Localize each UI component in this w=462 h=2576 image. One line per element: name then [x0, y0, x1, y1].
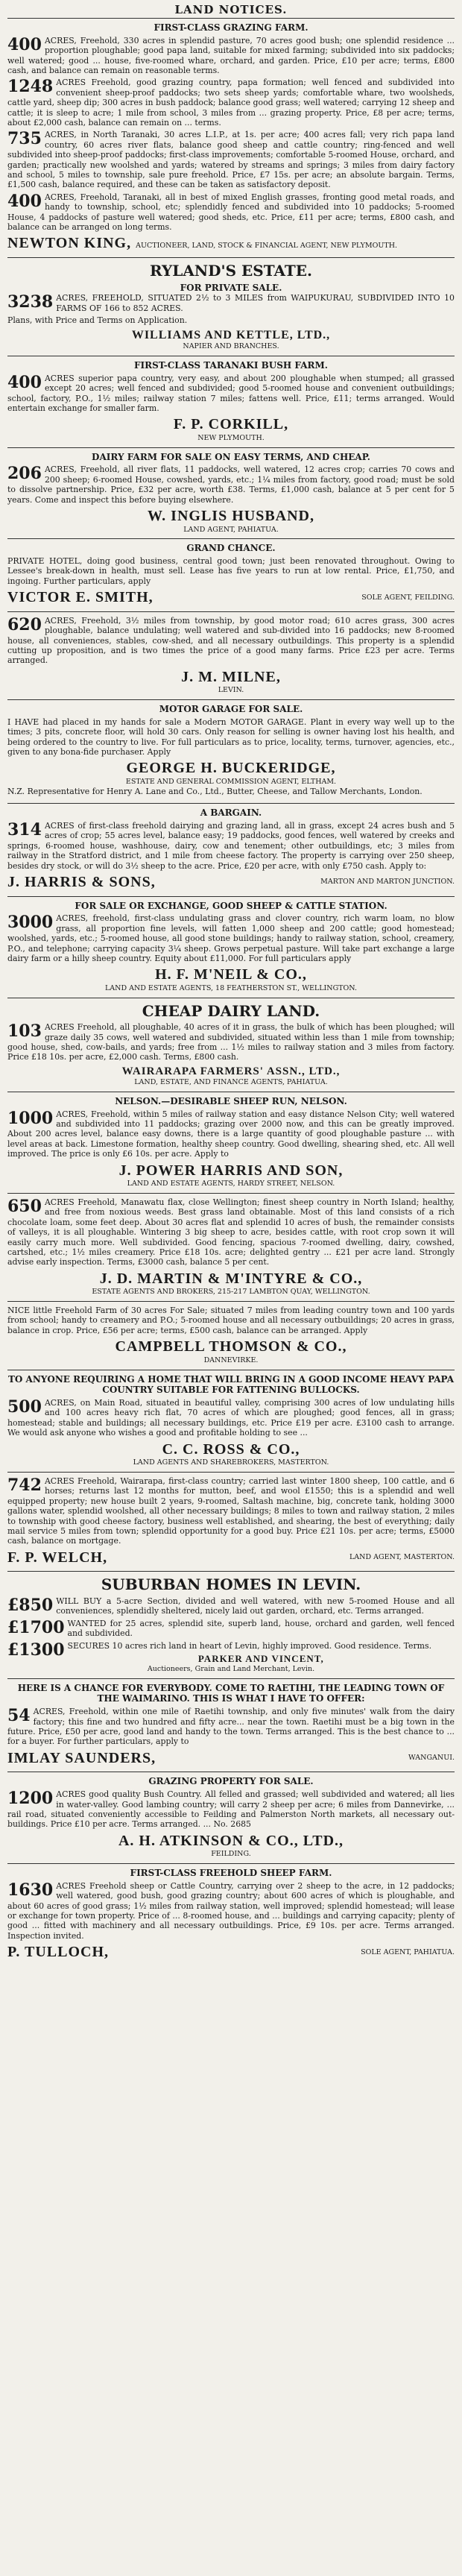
acreage: 400 — [7, 34, 42, 54]
acreage: 735 — [7, 129, 42, 149]
ad-imlay-saunders — [7, 1678, 455, 1772]
listing — [7, 616, 455, 666]
advertiser-name: P. TULLOCH, — [7, 1944, 110, 1961]
ad-heading: GRAZING PROPERTY FOR SALE. — [148, 1776, 314, 1787]
listing — [7, 1476, 455, 1546]
advertiser — [7, 1065, 455, 1087]
listing-text: ACRES superior papa country, very easy, and about 200 ploughable when stumped; all grassed except 20 acres; well fenced and subdivided; good 5-roomed house and convenient outbuildings; school, factory, P.O., 1½ miles; railway station 7 miles; fattens well. Price, £11; terms arranged. Would entertain exchange for smaller farm. — [7, 373, 455, 413]
advertiser — [7, 1440, 455, 1467]
listing — [7, 1398, 455, 1438]
listing — [7, 1109, 455, 1159]
listing-text: ACRES, Freehold, Taranaki, all in best of mixed English grasses, fronting good metal roads, and handy to township, school, etc; splendidly fenced and subdivided into 10 paddocks; 5-roomed House, 4 paddocks of pasture well watered; good sheds, etc. Price, £11 per acre; terms, £800 cash, and balance can be arranged on long terms. — [7, 192, 455, 233]
ad-cheap-dairy-land — [7, 998, 455, 1092]
listing — [7, 1596, 455, 1616]
ad-martin-mintyre — [7, 1193, 455, 1301]
page-heading: LAND NOTICES. — [174, 3, 288, 16]
advertiser-location: NEW PLYMOUTH. — [197, 433, 265, 442]
advertiser-role: ESTATE AND GENERAL COMMISSION AGENT, ELTHAM. — [125, 778, 337, 787]
listing-text: ACRES, FREEHOLD, SITUATED 2½ to 3 MILES from WAIPUKURAU, SUBDIVIDED INTO 10 FARMS OF 166 to 852 ACRES. — [56, 293, 455, 313]
price: £1700 — [7, 1617, 65, 1637]
advertiser-location: DANNEVIRKE. — [203, 1355, 259, 1364]
price: £850 — [7, 1595, 54, 1615]
advertiser — [7, 1270, 455, 1297]
listing — [7, 1619, 455, 1639]
advertiser-name: J. M. MILNE, — [181, 668, 281, 685]
listing-text: ACRES Freehold, good grazing country, papa formation; well fenced and subdivided into convenient sheep-proof paddocks; two sets sheep yards; comfortable whare, two woolsheds, cattle yard, sheep dip; 300 acres in bush paddock; balance good grass; well watered; carrying 12 sheep and cattle; it is sleep to acre; 1 mile from school, 3 miles from ... grazing property. Price, £8 per acre; terms, about £2,000 cash, balance can remain on ... terms. — [7, 78, 455, 127]
advertiser-role: LAND AND ESTATE AGENTS, 18 FEATHERSTON ST., WELLINGTON. — [104, 983, 358, 992]
advertiser-role: AUCTIONEER, LAND, STOCK & FINANCIAL AGENT, NEW PLYMOUTH. — [136, 241, 398, 250]
advertiser — [7, 1749, 455, 1768]
acreage: 1000 — [7, 1108, 54, 1128]
listing — [7, 465, 455, 505]
listing — [7, 192, 455, 233]
ad-body: NICE little Freehold Farm of 30 acres For Sale; situated 7 miles from leading country town and 100 yards from school; handy to creamery and P.O.; 5-roomed house and all necessary outbuildings; 20 acres in grass, balance in crop. Price, £56 per acre; terms, £500 cash, balance can be arranged. Apply — [7, 1306, 455, 1335]
advertiser-location: LEVIN. — [218, 686, 244, 695]
ad-heading: A BARGAIN. — [200, 807, 262, 819]
listing — [7, 913, 455, 963]
acreage: 103 — [7, 1021, 42, 1042]
advertiser-name: H. F. M'NEIL & CO., — [155, 966, 307, 983]
acreage: 620 — [7, 614, 42, 634]
listing — [7, 1197, 455, 1267]
advertiser — [7, 507, 455, 534]
advertiser — [7, 1943, 455, 1962]
land-notices-page — [7, 0, 455, 1966]
acreage: 3000 — [7, 913, 54, 933]
ad-body: PRIVATE HOTEL, doing good business, central good town; just been renovated throughout. Owing to Lessee's break-down in health, must sell. Lease has five years to run at low rental. Price, £1,750, and ingoing. Further particulars, apply — [7, 556, 455, 586]
listing-text: SECURES 10 acres rich land in heart of Levin, highly improved. Good residence. Terms. — [67, 1640, 432, 1651]
ad-heading: FOR SALE OR EXCHANGE, GOOD SHEEP & CATTLE STATION. — [75, 900, 387, 911]
ad-rylands-estate — [7, 257, 455, 356]
advertiser — [7, 1653, 455, 1674]
ad-heading: CHEAP DAIRY LAND. — [142, 1001, 320, 1020]
ad-subheading: FOR PRIVATE SALE. — [180, 282, 282, 293]
ad-heading: FIRST-CLASS GRAZING FARM. — [154, 22, 308, 33]
advertiser-name: J. D. MARTIN & M'INTYRE & CO., — [99, 1270, 363, 1287]
advertiser — [7, 234, 455, 253]
ad-campbell-thomson — [7, 1301, 455, 1369]
acreage: 400 — [7, 372, 42, 392]
advertiser — [7, 1338, 455, 1364]
ad-heading: FIRST-CLASS TARANAKI BUSH FARM. — [134, 359, 328, 371]
ad-heading: FIRST-CLASS FREEHOLD SHEEP FARM. — [130, 1868, 332, 1879]
listing — [7, 293, 455, 313]
listing — [7, 1022, 455, 1062]
ad-power-harris — [7, 1092, 455, 1193]
advertiser-name: A. H. ATKINSON & CO., LTD., — [118, 1832, 344, 1849]
advertiser-location: FEILDING. — [211, 1850, 251, 1859]
ad-body: I HAVE had placed in my hands for sale a Modern MOTOR GARAGE. Plant in every way well up to the times; 3 pits, concrete floor, will hold 30 cars. Only reason for selling is owner having lost his health, and being ordered to the country to live. For full particulars as to price, locality, terms, turnover, agencies, etc., given to any bona-fide purchaser. Apply — [7, 717, 455, 758]
advertiser — [7, 415, 455, 442]
listing-text: ACRES, in North Taranaki, 30 acres L.I.P., at 1s. per acre; 400 acres fall; very rich papa land country, 60 acres river flats, balance good sheep and cattle country; ring-fenced and well subdivided into sheep-proof paddocks; first-class improvements; comfortable 5-roomed House, orchard, and garden; practically new woolshed and yards; watered by streams and springs; 3 miles from dairy factory and school, 5 miles to township, sale pure freehold. Price, £7 15s. per acre; an absolute bargain. Terms, £1,500 cash, balance required, and these can be taken as satisfactory deposit. — [7, 130, 455, 190]
acreage: 206 — [7, 464, 42, 484]
ad-heading: HERE IS A CHANCE FOR EVERYBODY. COME TO RAETIHI, THE LEADING TOWN OF THE WAIMARINO. THIS IS WHAT I HAVE TO OFFER: — [17, 1682, 445, 1704]
ad-note: Plans, with Price and Terms on Application. — [7, 315, 188, 326]
acreage: 314 — [7, 819, 42, 840]
ad-suburban-homes — [7, 1571, 455, 1678]
advertiser-name: NEWTON KING, — [7, 235, 132, 252]
advertiser-name: J. POWER HARRIS AND SON, — [118, 1162, 344, 1179]
advertiser-role: Auctioneers, Grain and Land Merchant, Levin. — [147, 1664, 315, 1673]
acreage: 500 — [7, 1397, 42, 1417]
acreage: 54 — [7, 1706, 31, 1726]
advertiser-name: J. HARRIS & SONS, — [7, 873, 156, 890]
acreage: 1200 — [7, 1789, 54, 1809]
listing — [7, 130, 455, 189]
acreage: 400 — [7, 191, 42, 211]
advertiser-name: CAMPBELL THOMSON & CO., — [115, 1338, 347, 1355]
advertiser-name: C. C. ROSS & CO., — [162, 1440, 300, 1458]
advertiser-location: NAPIER AND BRANCHES. — [183, 342, 279, 351]
advertiser-role: SOLE AGENT, PAHIATUA. — [361, 1947, 455, 1956]
advertiser-role: LAND, ESTATE, AND FINANCE AGENTS, PAHIATUA. — [134, 1078, 328, 1087]
listing-text: ACRES of first-class freehold dairying and grazing land, all in grass, except 24 acres bush and 5 acres of crop; 55 acres level, balance easy; 19 paddocks, good fences, well watered by creeks and springs, 6-roomed house, washhouse, dairy, cow and tenement; other outbuildings, etc; 3 miles from railway in the Stratford district, and 1 mile from cheese factory. The property is carrying over 250 sheep, besides dry stock, or will do 3½ sheep to the acre. Price, £20 per acre, with only £750 cash. Apply to: — [7, 820, 455, 871]
advertiser-location: WANGANUI. — [408, 1754, 455, 1763]
advertiser-role: ESTATE AGENTS AND BROKERS, 215-217 LAMBTON QUAY, WELLINGTON. — [92, 1288, 370, 1297]
ad-heading: SUBURBAN HOMES IN LEVIN. — [101, 1575, 361, 1594]
advertiser — [7, 1832, 455, 1859]
ad-corkill — [7, 356, 455, 447]
ad-heading: DAIRY FARM FOR SALE ON EASY TERMS, AND CHEAP. — [92, 451, 370, 462]
listing — [7, 1881, 455, 1941]
listing — [7, 1789, 455, 1830]
advertiser-role: MARTON AND MARTON JUNCTION. — [320, 878, 455, 887]
ad-ross — [7, 1370, 455, 1472]
advertiser-name: WILLIAMS AND KETTLE, LTD., — [131, 328, 331, 341]
advertiser — [7, 873, 455, 892]
ad-heading: NELSON.—DESIRABLE SHEEP RUN, NELSON. — [115, 1095, 347, 1106]
listing — [7, 36, 455, 76]
advertiser-name: VICTOR E. SMITH, — [7, 589, 154, 606]
acreage: 3238 — [7, 292, 54, 312]
ad-grand-chance — [7, 538, 455, 611]
advertiser-name: F. P. CORKILL, — [173, 416, 289, 433]
ad-buckeridge — [7, 699, 455, 803]
listing-text: ACRES Freehold, Manawatu flax, close Wellington; finest sheep country in North Island; healthy, and free from noxious weeds. Best grass land obtainable. Most of this land consists of a rich chocolate loam, some feet deep. About 30 acres flat and splendid 10 acres of bush, the remainder consists of valleys, it is all ploughable. Wintering 3 big sheep to acre, besides cattle, with root crop sown it will easily carry much more. Well subdivided. Good fencing, spacious 7-roomed dwelling, dairy, cowshed, cartshed, etc.; 1½ miles creamery. Price £18 10s. acre; delighted gentry ... £21 per acre land. Strongly advise early inspection. Terms, £3000 cash, balance 5 per cent. — [7, 1197, 455, 1267]
advertiser-role: LAND AGENT, MASTERTON. — [349, 1553, 455, 1562]
ad-newton-king — [7, 18, 455, 257]
advertiser-name: F. P. WELCH, — [7, 1549, 108, 1566]
advertiser — [7, 668, 455, 695]
advertiser-name: W. INGLIS HUSBAND, — [148, 507, 314, 524]
listing-text: ACRES, freehold, first-class undulating grass and clover country, rich warm loam, no blow grass, all proportion fine levels, will fatten 1,000 sheep and 200 cattle; good homestead; woolshed, yards, etc.; 5-roomed house, all good stone buildings; handy to railway station, school, creamery, P.O., and telephone; carrying capacity 3¼ sheep. Grows perpetual pasture. Will take part exchange a large dairy farm or a hilly sheep country. Equity about £11,000. For full particulars apply — [7, 913, 455, 963]
advertiser-role: SOLE AGENT, FEILDING. — [361, 593, 455, 602]
listing — [7, 821, 455, 871]
listing-text: ACRES, Freehold, within one mile of Raetihi township, and only five minutes' walk from the dairy factory; this fine and two hundred and fifty acre... near the town. Raetihi must be a big town in the future. Price, £50 per acre, good land and handy to the town. Terms arranged. This is the best chance to ... for a buyer. For further particulars, apply to — [7, 1707, 455, 1747]
listing-text: ACRES Freehold sheep or Cattle Country, carrying over 2 sheep to the acre, in 12 paddocks; well watered, good bush, good grazing country; about 600 acres of which is ploughable, and about 60 acres of good grass; 1½ miles from railway station, well improved; splendid homestead; will lease or exchange for town property. Price of ... 8-roomed house, and ... buildings and carrying capacity; plenty of good ... fitted with machinery and all necessary outbuildings. Price, £9 10s. per acre. Terms arranged. Inspection invited. — [7, 1880, 455, 1941]
ad-heading: TO ANYONE REQUIRING A HOME THAT WILL BRING IN A GOOD INCOME HEAVY PAPA COUNTRY SUITABLE FOR FATTENING BULLOCKS. — [7, 1373, 455, 1396]
advertiser-name: IMLAY SAUNDERS, — [7, 1749, 156, 1766]
advertiser — [7, 1549, 455, 1567]
acreage: 650 — [7, 1196, 42, 1216]
listing-text: ACRES, Freehold, 330 acres in splendid pasture, 70 acres good bush; one splendid residence ... proportion ploughable; good papa land, suitable for mixed farming; subdivided into six paddocks; well watered; good ... house, five-roomed whare, orchard, and garden. Price, £10 per acre; terms, £800 cash, and balance can remain on reasonable terms. — [7, 35, 455, 75]
listing-text: ACRES, Freehold, 3½ miles from township, by good motor road; 610 acres grass, 300 acres ploughable, balance undulating; well watered and sub-divided into 16 paddocks; new 8-roomed house, all conveniences, stables, cow-shed, and all necessary outbuildings. This property is a splendid cutting up proposition, and is two times the price of a good many farms. Price £23 per acre. Terms arranged. — [7, 615, 455, 666]
listing — [7, 1707, 455, 1747]
advertiser-role: LAND AGENTS AND SHAREBROKERS, MASTERTON. — [133, 1458, 329, 1467]
listing-text: WILL BUY a 5-acre Section, divided and well watered, with new 5-roomed House and all conveniences, splendidly sheltered, nicely laid out garden, orchard, etc. Terms arranged. — [56, 1596, 455, 1616]
ad-tulloch — [7, 1863, 455, 1966]
acreage: 1630 — [7, 1880, 54, 1900]
ad-welch — [7, 1472, 455, 1571]
listing-text: ACRES good quality Bush Country. All felled and grassed; well subdivided and watered; all lies in water-valley. Good lambing country; will carry 2 sheep per acre; 6 miles from Dannevirke, ... rail road, situated conveniently accessible to Feilding and Palmerston North markets, all necessary out-buildings. Price £10 per acre. Terms arranged. ... No. 2685 — [7, 1789, 455, 1830]
advertiser-name: GEORGE H. BUCKERIDGE, — [126, 760, 336, 777]
listing-text: WANTED for 25 acres, splendid site, superb land, house, orchard and garden, well fenced and subdivided. — [67, 1618, 455, 1639]
ad-atkinson — [7, 1772, 455, 1863]
ad-harris-sons — [7, 803, 455, 895]
advertiser-name: PARKER AND VINCENT, — [197, 1653, 324, 1664]
listing-text: ACRES Freehold, all ploughable, 40 acres of it in grass, the bulk of which has been ploughed; will graze daily 35 cows, well watered and subdivided, situated within less than 1 mile from township; good house, shed, cow-bails, and yards; free from ... 1½ miles to railway station and 3 miles from factory. Price £18 10s. per acre, £2,000 cash. Terms, £800 cash. — [7, 1022, 455, 1062]
acreage: 1248 — [7, 77, 54, 97]
listing-text: ACRES, on Main Road, situated in beautiful valley, comprising 300 acres of low undulating hills and 100 acres heavy rich flat, 70 acres of which are ploughed; good fences, all in grass; homestead; stable and buildings; all necessary buildings, etc. Price £19 per acre. £3100 cash to arrange. We would ask anyone who wishes a good and profitable holding to see ... — [7, 1398, 455, 1438]
ad-inglis-husband — [7, 447, 455, 539]
advertiser — [7, 966, 455, 992]
ad-heading: RYLAND'S ESTATE. — [149, 262, 312, 280]
ad-mneil — [7, 896, 455, 998]
listing-text: ACRES, Freehold, all river flats, 11 paddocks, well watered, 12 acres crop; carries 70 cows and 200 sheep; 6-roomed House, cowshed, yards, etc.; 1¼ miles from factory, good road; must be sold to dissolve partnership. Price, £32 per acre, worth £38. Terms, £1,000 cash, balance at 5 per cent for 5 years. Come and inspect this before buying elsewhere. — [7, 465, 455, 505]
advertiser — [7, 1162, 455, 1188]
advertiser — [7, 588, 455, 607]
advertiser-role: LAND AGENT, PAHIATUA. — [183, 525, 279, 534]
listing-text: ACRES Freehold, Wairarapa, first-class country; carried last winter 1800 sheep, 100 cattle, and 6 horses; returns last 12 months for mutton, beef, and wool £1550; this is a splendid and well equipped property; new house built 2 years, 9-roomed, Saltash machine, big, concrete tank, holding 3000 gallons water, splendid woolshed, all other necessary buildings; 8 miles to town and railway station, 2 miles to township with good cheese factory, business well established, and shearing, the best of everything; daily mail service 5 miles from town; splendid opportunity for a good buy. Price £21 10s. per acre; terms, £5000 cash, balance on mortgage. — [7, 1476, 455, 1546]
ad-heading: MOTOR GARAGE FOR SALE. — [159, 704, 303, 715]
ad-milne — [7, 611, 455, 699]
ad-heading: GRAND CHANCE. — [186, 543, 276, 554]
listing-text: ACRES, Freehold, within 5 miles of railway station and easy distance Nelson City; well watered and subdivided into 11 paddocks; grazing over 2000 now, and this can be greatly improved. About 200 acres level, balance easy downs, there is a large quantity of good ploughable pasture ... with level areas at back. Limestone formation, healthy sheep country. Good dwelling, shearing shed, etc. All well improved. The price is only £6 10s. per acre. Apply to — [7, 1109, 455, 1159]
advertiser — [7, 328, 455, 351]
listing — [7, 78, 455, 127]
acreage: 742 — [7, 1475, 42, 1495]
advertiser — [7, 759, 455, 786]
advertiser-role: LAND AND ESTATE AGENTS, HARDY STREET, NELSON. — [127, 1180, 335, 1188]
advertiser-name: WAIRARAPA FARMERS' ASSN., LTD., — [121, 1065, 341, 1077]
ad-note: N.Z. Representative for Henry A. Lane and Co., Ltd., Butter, Cheese, and Tallow Merchants, London. — [7, 786, 423, 796]
listing — [7, 374, 455, 414]
price: £1300 — [7, 1640, 65, 1660]
